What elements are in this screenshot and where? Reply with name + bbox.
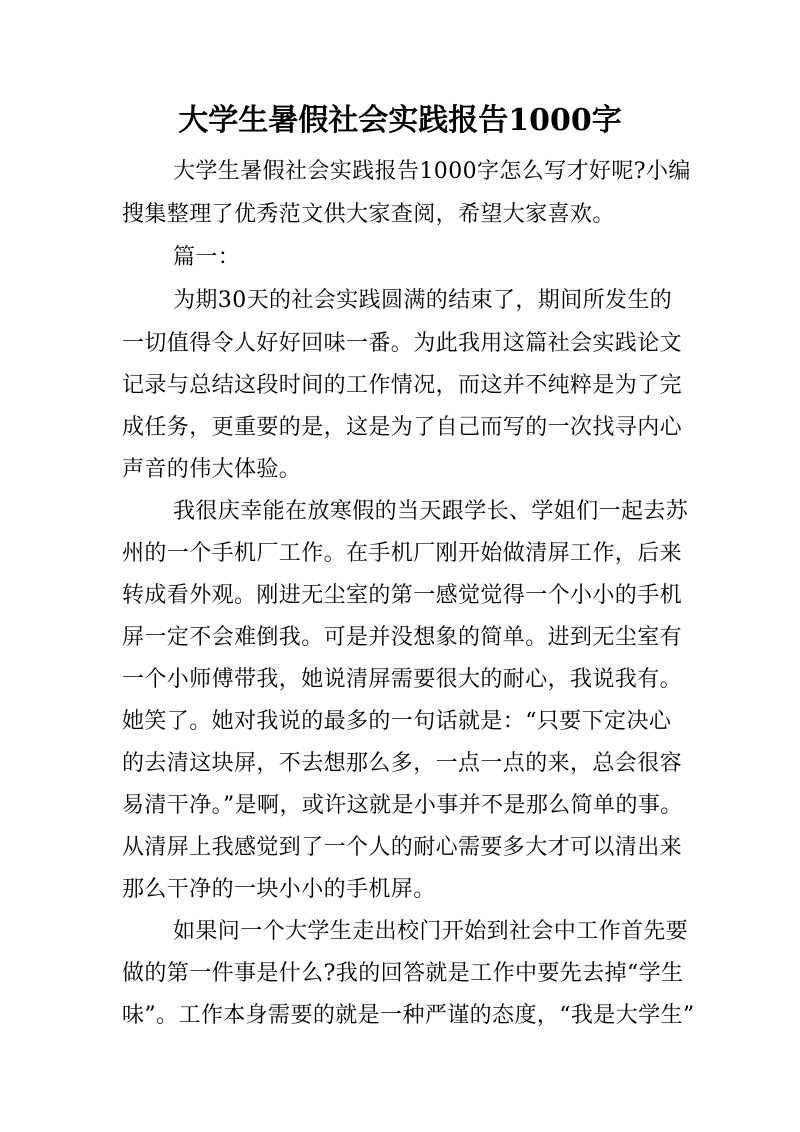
paragraph-line: 大学生暑假社会实践报告1000字怎么写才好呢?小编 bbox=[173, 159, 691, 184]
paragraph-line: 如果问一个大学生走出校门开始到社会中工作首先要 bbox=[173, 919, 689, 944]
paragraph-line: 我很庆幸能在放寒假的当天跟学长、学姐们一起去苏 bbox=[173, 499, 689, 524]
paragraph-line: 的去清这块屏，不去想那么多，一点一点的来，总会很容 bbox=[122, 751, 683, 776]
paragraph-line: 州的一个手机厂工作。在手机厂刚开始做清屏工作，后来 bbox=[122, 541, 683, 566]
paragraph-line: 一个小师傅带我，她说清屏需要很大的耐心，我说我有。 bbox=[122, 667, 683, 692]
document-title: 大学生暑假社会实践报告1000字 bbox=[178, 103, 622, 138]
paragraph-line: 味”。工作本身需要的就是一种严谨的态度，“我是大学生” bbox=[122, 1003, 695, 1028]
paragraph-line: 屏一定不会难倒我。可是并没想象的简单。进到无尘室有 bbox=[122, 625, 683, 650]
paragraph-line: 做的第一件事是什么?我的回答就是工作中要先去掉“学生 bbox=[122, 961, 684, 986]
section-heading: 篇一： bbox=[173, 245, 241, 270]
paragraph-line: 易清干净。”是啊，或许这就是小事并不是那么简单的事。 bbox=[122, 793, 683, 818]
paragraph-line: 为期30天的社会实践圆满的结束了，期间所发生的 bbox=[173, 288, 673, 313]
paragraph-line: 声音的伟大体验。 bbox=[122, 457, 302, 482]
paragraph-line: 一切值得令人好好回味一番。为此我用这篇社会实践论文 bbox=[122, 331, 683, 356]
paragraph-line: 那么干净的一块小小的手机屏。 bbox=[122, 877, 436, 902]
paragraph-line: 她笑了。她对我说的最多的一句话就是：“只要下定决心 bbox=[122, 709, 672, 734]
paragraph-line: 从清屏上我感觉到了一个人的耐心需要多大才可以清出来 bbox=[122, 835, 683, 860]
paragraph-line: 记录与总结这段时间的工作情况，而这并不纯粹是为了完 bbox=[122, 373, 683, 398]
paragraph-line: 成任务，更重要的是，这是为了自己而写的一次找寻内心 bbox=[122, 415, 683, 440]
paragraph-line: 搜集整理了优秀范文供大家查阅，希望大家喜欢。 bbox=[122, 202, 615, 227]
paragraph-line: 转成看外观。刚进无尘室的第一感觉觉得一个小小的手机 bbox=[122, 583, 683, 608]
